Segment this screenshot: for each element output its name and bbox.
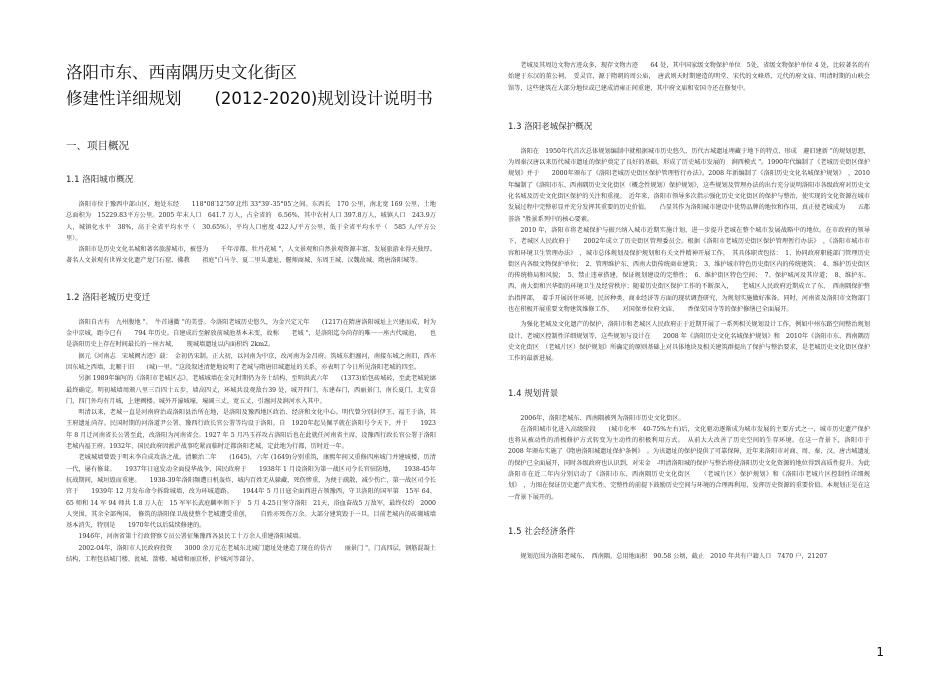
page-number: 1 [876,645,884,659]
paragraph-2-2: 洛阳在 1950年代首次总体规划编制中就根据城市历史悠久、历代古城遗址埋藏于地下的特点，形成 避旧建新 "的规划思想，为周秦汉唐以来历代城市遗址的保护奠定了良好的基础，形成了历史城市发展的 涧西模式 "。1990年代编制了《老城历史街区保护规划》并于 2000年颁布了《洛阳老城历史街区保护管理暂行办法》。2008 年新编制了《洛阳历史文化名城保护规划》 ，2010 年编制了《洛阳市东、西南隅历史文化街区（概念性规划）保护规划》，这些规划及管理办法的出台充分说明洛阳市各级政府对历史文化名城及历史文化街区保护的关注和重视。 近年来，洛阳市领导多次指示强化历史文化街区的保护与整治，使实现的文化资源在城市发展过程中完整彰显并充分发挥其重要的历史价值。 凸显其作为洛阳城市建设中优势品牌的地位和作用，真正使老城成为 五都荟洛 "胜景系列中的核心要素。 [508,147,870,223]
subheading-1-3: 1.3 洛阳老城保护概况 [508,121,593,132]
paragraph-1-6: 明清以来，老城一直是河南府治或洛阳县治所在地，是洛阳及豫西地区政治、经济和文化中心。明代曾分别封伊王、福王于洛，其王府遗址尚存。民国时期的河洛道尹公署、豫西行政长官公署等均设于洛阳。自 1920年起吴佩孚就在洛阳号令天下，并于 1923年 8 月迁河南省长公署至此，改洛阳为河南省会。1927 年 5 月冯玉祥攻占洛阳后也在此就任河南省主席，设豫西行政长官公署于洛阳老城内福王府。1932年，国民政府因淞沪战事吃紧而临时迁都洛阳老城，定此地为行都，历时近一年。 [66,409,436,451]
paragraph-2-1: 老城及其周边文物古迹众多，现存文物古迹 64 处，其中国家级文物保护单位 5处，省级文物保护单位 4 处，比较著名的有始建于东汉的董公祠、 妥灵宫，源于隋朝的周公庙， 唐武则天时期建造的明堂、宋代的文峰塔、元代的府文庙、明清时期的山峡会馆等，这些建筑在大部分地位或已建成清雍正间重建，其中府文庙和安国寺还在修复中。 [508,62,870,92]
right-column [508,60,883,562]
paragraph-2-7: 规划范围为洛阳老城东、 西南隅，总用地面积 90.58 公顷，截止 2010 年共有户籍人口 7470 户，21207 [520,552,828,560]
paragraph-2-4: 为强化老城及文化遗产的保护，洛阳市和老城区人民政府正于近期开展了一系列相关规划设计工作，例如中州东路空间整治规划设计、老城区控制性详细规划等，这些规划与设计在 2008 年《洛阳历史文化名城保护规划》和 2010年《洛阳市东、西南隅历史文化街区 （老城片区）保护规划》所确定的原则基础上对具体地块及相关建筑群提出了保护与整治要求，是老城历史文化街区保护工作的最新进展。 [508,321,870,363]
paragraph-1-1: 洛阳市位于豫西中部山区，地处东经 118°08′12″59′北纬 33°39′-35°05′之间。东西长 170 公里，南北宽 169 公里，土地总面积为 15229.83平方公里。2005 年末人口 641.7 万人，占全省的 6.56%，其中农村人口 397.8万人，城镇人口 243.9万人，城镇化水平 38%，高于全省平均水平（ 30.65%），平均人口密度 422人/平方公里，低于全省平均水平（ 585 人/平方公里）。 [66,201,436,242]
paragraph-1-4: 据元《河南志 宋城阙古迹》载： 金初仍宋制。正大初，以河南为中京，改河南为金昌府。筑城东拒瀍河，南接东城之南旧，西亦因东城之西墙，北顺于旧 (城)一里。"这段叙述清楚地说明了老城与隋唐旧城遗址的关系，亦表明了今日所见洛阳老城的四至。 [66,352,436,371]
paragraph-1-2: 洛阳市是历史文化名城和著名旅游城市，被誉为 千年帝都、牡丹花城 "，人文景观和自然景观资源丰富，发展旅游业得天独厚。著名人文景观有世界文化遗产龙门石窟、佛教 祖庭"白马寺、夏二里头遗址、偃师商城、东周王城、汉魏故城、隋唐洛阳城等。 [66,246,436,265]
section-heading-project-overview: 一、项目概况 [66,140,129,152]
paragraph-2-6: 在洛阳城市化进入高级阶段 (城市化率 40-75%左右)后，文化驱动逐渐成为城市发展的主要方式之一，城市历史遗产保护也将从被动性的消极修护方式转变为主动性的积极利用方式。 从前大大改善了历史空间的生存环境。在这一背景下，洛阳市于 2008 年颁布实施了《隋唐洛阳城遗址保护条例》 。为该遗址的保护提供了可靠保障，近年来洛阳市对商、周、秦、汉、唐古城遗址的保护已全面展开，同时各级政府也认识到，对宋金 -明清洛阳城的保护与整治将使洛阳历史文化资源的地位得到高质性提升。为此洛阳市在近二年内分别启动了《洛阳市东、西南隅历史文化街区 （老城片区）保护规划》和《洛阳市老城片区控制性详细规划》 ，力图在保证历史遗产真实性、完整性的前提下鼓励历史空间与环境的合理再利用，发挥历史资源的重要价值。本规划正是在这一背景下展开的。 [508,425,883,501]
document-title-line-1: 洛阳市东、西南隅历史文化街区 [66,63,297,82]
paragraph-1-8: 1946年，河南省第十行政督察专员公署征集豫西各县民工十万余人重建洛阳城墙。 [78,533,305,541]
paragraph-2-5: 2006年，洛阳老城东、西南隅被列为洛阳市历史文化街区。 [520,414,685,422]
subheading-1-5: 1.5 社会经济条件 [508,526,576,537]
paragraph-1-9: 2002-04年，洛阳市人民政府投资 3000 余万元在老城东北城门遗址处建造了现在的仿古 丽景门 "，门高四层，钢筋混凝土结构，工程包括城门楼、瓮城、箭楼、城墙和丽京桥，护城河等部分。 [66,544,436,564]
subheading-1-1: 1.1 洛阳城市概况 [66,175,134,185]
document-title-line-2: 修建性详细规划 (2012-2020)规划设计说明书 [66,89,433,108]
paragraph-1-7: 老城城墙曾毁于明末李自成攻洛之战。清顺治二年 (1645)，六年 (1649)分别重筑，康熙年间又重修四座城门并建城楼，历清一代，屡有修葺。 1937年日寇发动全面侵华战争，国民政府于 1938年 1 月设洛阳为第一战区司令长官驻防地， 1938-45年抗战期间，城垣毁而重建。 1938-39年洛阳频遭日机轰炸，城内百姓无从躲藏，死伤惨重，为便于疏散，减少伤亡，第一战区司令长官于 1939年 12 月发布命令拆除城墙，改为环城道路。 1944年 5 月日寇全面西进占领豫西，守卫洛阳的国军第 15军 64、65 师和 14 军 94 师共 1.8 万人在 15 军军长武庭麟率领下于 5 月 4-25日坚守洛阳 21天，浴血奋战5 万敌军，最终仅约 2000人突围，其余全部殉国。 修筑的洛阳保卫战使整个老城遭受重创， 自姓亦死伤万余。大部分建筑毁于一旦。目前老城内的砖砌城墙基本消失，特别是 1970年代以后陆续修建的。 [66,454,436,530]
left-column [66,60,436,565]
paragraph-1-3: 洛阳自古有 九州腹地 "、 牛首通衢 "的美誉。今洛阳老城历史悠久，为金兴定元年 (1217)在隋唐洛阳城址上兴建而成，时为金中京城，距今已有 794 年历史。自建成后至解放前城池基本未变，故称 老城 "，是洛阳迄今尚存的唯一一座古代城池， 也是洛阳历史上存在时间最长的一座古城， 现城墙遗址以内面积约 2km2。 [66,318,436,349]
subheading-1-4: 1.4 规划背景 [508,388,559,399]
paragraph-1-5: 另据 1989年编写的《洛阳市老城区志》，老城城墙在金元时期仍为夯土结构，至明洪武六年 (1373)始包砖城砖，至此老城轮廓最终确定。明初城墙周颁八里三百四十五步，墙高四丈，环城共设观敌台39 处，城开四门，东建春门，西丽景门，南长夏门，北安喜门，四门外均有月城，上建阙楼。城外开濠城壕，壕阔三丈，宽五丈，引瀍河及涧河水入其中。 [66,375,436,405]
subheading-1-2: 1.2 洛阳老城历史变迁 [66,292,151,303]
paragraph-2-3: 2010 年，洛阳市将老城保护与振兴纳入城市近期实施计划，进一步提升老城在整个城市发展战略中的地位。在市政府的领导下，老城区人民政府于 2002年成立了历史街区管理委员会。根据《洛阳市老城历史街区保护管理暂行办法》 ，《洛阳市城市市容和环境卫生管理办法》 ，城市总体规划及保护规划和有关文件精神开展工作， 其具体职责包括： 1、协同政府职能部门管理历史街区内各级文物保护单位； 2、管理维护东、西南大街传统商业建筑； 3、维护城市特色历史街区内的传统建筑； 4、维护历史街区的传统格局和风貌； 5、禁止违章搭建，保证规划建设的完整性； 6、维护街区特色空间； 7、保护城河及其岸道； 8、维护东、西、南大街和兴华街的环境卫生及经营秩序；随着历史街区保护工作的不断深入， 老城区人民政府近期成立了东、 西南隅保护整治指挥部， 着手开展居住环境、民居种类、商业经济等方面的现状调查研究，为规划实施做好准备。同时，河南省及洛阳市文物部门也在积极开展重要文物建筑维修工作， 对国保单位府文庙、 香保安国寺等的保护修缮已全面展开。 [508,226,870,314]
